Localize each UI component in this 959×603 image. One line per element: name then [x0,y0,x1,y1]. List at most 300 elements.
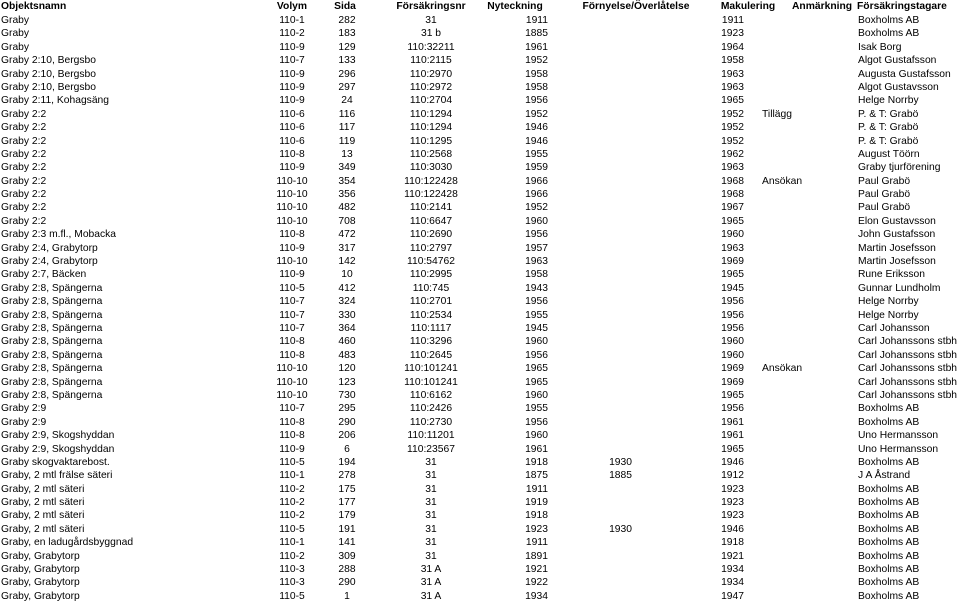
table-row [0,175,959,188]
cell-forsakringstagare: Carl Johanssons stbh [858,363,958,375]
cell-nyteckning: 1955 [525,309,548,321]
cell-nyteckning: 1943 [525,282,548,294]
cell-makulering: 1968 [721,189,744,201]
cell-makulering: 1968 [721,175,744,187]
table-row [0,362,959,375]
table-row [0,14,959,27]
table-row [0,27,959,40]
cell-forsakringstagare: Paul Grabö [858,202,911,214]
cell-forsakringstagare: Martin Josefsson [858,256,936,268]
table-row [0,188,959,201]
cell-volym: 110-8 [279,349,305,361]
cell-volym: 110-1 [279,470,305,482]
cell-volym: 110-10 [276,175,308,187]
cell-sida: 194 [338,456,356,468]
table-row [0,148,959,161]
cell-sida: 290 [338,416,356,428]
cell-forsakringstagare: John Gustafsson [858,229,936,241]
cell-nyteckning: 1946 [525,122,548,134]
cell-objektsnamn: Graby 2:3 m.fl., Mobacka [1,229,117,241]
cell-anmarkning: Ansökan [762,175,803,187]
cell-nyteckning: 1921 [525,564,548,576]
cell-forsakringsnr: 110:3296 [409,336,453,348]
cell-volym: 110-10 [276,389,308,401]
cell-forsakringsnr: 110:2645 [409,349,453,361]
cell-volym: 110-10 [276,202,308,214]
cell-makulering: 1934 [721,564,744,576]
table-row [0,68,959,81]
header-objektsnamn: Objektsnamn [1,1,67,12]
cell-forsakringstagare: Carl Johanssons stbh [858,389,958,401]
cell-volym: 110-10 [276,376,308,388]
cell-forsakringsnr: 31 [425,470,437,482]
cell-forsakringsnr: 110:2115 [410,55,452,67]
cell-volym: 110-9 [279,443,305,455]
cell-sida: 183 [338,28,356,40]
table-row [0,94,959,107]
cell-sida: 364 [338,322,356,334]
cell-sida: 296 [338,68,356,80]
table-row [0,443,959,456]
cell-forsakringsnr: 31 [425,550,437,562]
cell-forsakringsnr: 31 [425,497,437,509]
cell-objektsnamn: Graby 2:8, Spängerna [1,376,103,388]
cell-forsakringstagare: Elon Gustavsson [858,215,936,227]
cell-sida: 295 [338,403,356,415]
cell-forsakringstagare: Carl Johanssons stbh [858,376,958,388]
cell-volym: 110-2 [279,550,305,562]
cell-forsakringsnr: 110:2141 [409,202,453,214]
cell-volym: 110-1 [279,15,305,26]
cell-volym: 110-7 [279,322,305,334]
cell-volym: 110-8 [279,148,305,160]
table-row [0,228,959,241]
cell-forsakringsnr: 31 A [420,564,442,576]
cell-sida: 288 [338,564,356,576]
cell-objektsnamn: Graby 2:10, Bergsbo [1,68,97,80]
cell-objektsnamn: Graby 2:2 [1,189,47,201]
cell-makulering: 1964 [721,41,744,53]
table-row [0,376,959,389]
cell-volym: 110-6 [279,108,305,120]
cell-sida: 330 [338,309,356,321]
cell-makulering: 1969 [721,256,744,268]
cell-makulering: 1958 [721,55,744,67]
cell-nyteckning: 1957 [525,242,548,254]
table-row [0,255,959,268]
cell-volym: 110-9 [279,95,305,107]
cell-objektsnamn: Graby 2:8, Spängerna [1,349,103,361]
cell-volym: 110-6 [279,122,305,134]
cell-nyteckning: 1956 [525,95,548,107]
cell-forsakringstagare: Boxholms AB [858,577,920,589]
cell-forsakringsnr: 110:23567 [407,443,455,455]
cell-volym: 110-3 [279,564,305,576]
cell-volym: 110-5 [279,590,305,602]
table-row [0,389,959,402]
cell-volym: 110-9 [279,242,305,254]
table-row [0,335,959,348]
cell-objektsnamn: Graby 2:2 [1,215,47,227]
cell-nyteckning: 1956 [525,349,548,361]
cell-anmarkning: Ansökan [762,363,803,375]
cell-nyteckning: 1934 [525,590,548,602]
table-row [0,550,959,563]
cell-nyteckning: 1965 [525,376,548,388]
cell-volym: 110-5 [279,523,305,535]
cell-objektsnamn: Graby 2:8, Spängerna [1,296,103,308]
cell-nyteckning: 1966 [525,189,548,201]
table-row [0,469,959,482]
cell-sida: 119 [338,135,356,147]
cell-volym: 110-1 [279,537,305,549]
cell-nyteckning: 1891 [525,550,548,562]
cell-objektsnamn: Graby 2:8, Spängerna [1,309,103,321]
cell-nyteckning: 1946 [525,135,548,147]
table-row [0,135,959,148]
cell-nyteckning: 1923 [525,523,548,535]
cell-forsakringsnr: 110:32211 [407,41,455,53]
header-makulering: Makulering [720,1,776,12]
cell-nyteckning: 1885 [525,28,548,40]
cell-forsakringsnr: 110:101241 [404,363,458,375]
cell-sida: 730 [338,389,356,401]
cell-volym: 110-10 [276,215,308,227]
cell-makulering: 1960 [721,229,744,241]
cell-makulering: 1956 [721,296,744,308]
table-row [0,41,959,54]
cell-forsakringsnr: 31 b [420,28,442,40]
cell-nyteckning: 1911 [525,15,548,26]
cell-sida: 206 [338,430,356,442]
cell-makulering: 1912 [721,470,744,482]
cell-makulering: 1960 [721,349,744,361]
cell-forsakringsnr: 110:2797 [409,242,453,254]
cell-forsakringstagare: Carl Johanssons stbh [858,336,958,348]
cell-forsakringsnr: 31 [425,15,437,26]
cell-forsakringsnr: 110:54762 [407,256,455,268]
cell-objektsnamn: Graby 2:4, Grabytorp [1,256,98,268]
cell-forsakringsnr: 110:101241 [404,376,458,388]
table-row [0,268,959,281]
cell-sida: 349 [338,162,356,174]
cell-forsakringstagare: Boxholms AB [858,497,920,509]
cell-volym: 110-10 [276,363,308,375]
cell-objektsnamn: Graby, 2 mtl frälse säteri [1,470,113,482]
table-row [0,295,959,308]
cell-nyteckning: 1911 [525,537,548,549]
header-sida: Sida [334,1,356,12]
cell-nyteckning: 1955 [525,148,548,160]
cell-forsakringsnr: 110:1117 [410,322,452,334]
cell-makulering: 1963 [721,162,744,174]
cell-forsakringstagare: August Töörn [858,148,920,160]
cell-forsakringstagare: Boxholms AB [858,550,920,562]
cell-forsakringstagare: P. & T: Grabö [858,135,919,147]
cell-objektsnamn: Graby 2:4, Grabytorp [1,242,98,254]
cell-sida: 24 [341,95,353,107]
cell-volym: 110-9 [279,81,305,93]
cell-makulering: 1963 [721,68,744,80]
table-row [0,282,959,295]
cell-nyteckning: 1956 [525,416,548,428]
table-row [0,416,959,429]
table-row [0,402,959,415]
cell-forsakringstagare: Augusta Gustafsson [858,68,951,80]
cell-forsakringsnr: 31 [425,537,437,549]
cell-nyteckning: 1959 [525,162,548,174]
cell-makulering: 1956 [721,309,744,321]
cell-forsakringsnr: 110:6647 [409,215,453,227]
cell-forsakringsnr: 31 [425,456,437,468]
cell-volym: 110-8 [279,229,305,241]
cell-sida: 483 [338,349,356,361]
table-row [0,349,959,362]
cell-forsakringsnr: 110:2568 [409,148,453,160]
cell-makulering: 1923 [721,28,744,40]
cell-objektsnamn: Graby 2:2 [1,202,47,214]
cell-forsakringsnr: 110:1294 [409,122,453,134]
table-row [0,456,959,469]
cell-makulering: 1961 [721,430,744,442]
cell-makulering: 1946 [721,456,744,468]
cell-forsakringsnr: 110:122428 [404,175,458,187]
cell-forsakringstagare: Helge Norrby [858,309,919,321]
cell-objektsnamn: Graby, 2 mtl säteri [1,483,85,495]
cell-makulering: 1965 [721,389,744,401]
cell-nyteckning: 1958 [525,68,548,80]
cell-sida: 317 [338,242,356,254]
cell-objektsnamn: Graby 2:2 [1,162,47,174]
cell-sida: 175 [338,483,356,495]
table-row [0,215,959,228]
table-row [0,509,959,522]
cell-volym: 110-7 [279,309,305,321]
cell-nyteckning: 1961 [525,443,548,455]
cell-volym: 110-7 [279,296,305,308]
cell-forsakringsnr: 110:2970 [409,68,453,80]
cell-forsakringsnr: 110:2995 [409,269,453,281]
cell-makulering: 1945 [721,282,744,294]
cell-forsakringsnr: 31 [425,523,437,535]
cell-sida: 179 [338,510,356,522]
cell-volym: 110-9 [279,41,305,53]
cell-volym: 110-8 [279,336,305,348]
table-row [0,161,959,174]
cell-forsakringstagare: Carl Johanssons stbh [858,349,958,361]
cell-forsakringsnr: 110:2972 [409,81,453,93]
cell-objektsnamn: Graby 2:8, Spängerna [1,336,103,348]
cell-forsakringstagare: Boxholms AB [858,416,920,428]
cell-makulering: 1911 [721,15,744,26]
cell-nyteckning: 1958 [525,81,548,93]
cell-objektsnamn: Graby, Grabytorp [1,550,80,562]
cell-nyteckning: 1918 [525,456,548,468]
cell-forsakringsnr: 110:2426 [409,403,453,415]
table-row [0,201,959,214]
cell-nyteckning: 1922 [525,577,548,589]
cell-nyteckning: 1966 [525,175,548,187]
cell-forsakringsnr: 31 A [420,577,442,589]
cell-forsakringstagare: Boxholms AB [858,456,920,468]
cell-objektsnamn: Graby, Grabytorp [1,564,80,576]
cell-sida: 297 [338,81,356,93]
cell-fornyelse: 1885 [609,470,632,482]
header-forsakringsnr: Försäkringsnr [396,1,466,12]
cell-makulering: 1947 [721,590,744,602]
cell-nyteckning: 1960 [525,215,548,227]
table-row [0,54,959,67]
cell-sida: 412 [338,282,356,294]
table-row [0,81,959,94]
cell-volym: 110-9 [279,68,305,80]
table-row [0,429,959,442]
cell-sida: 309 [338,550,356,562]
cell-sida: 482 [338,202,356,214]
cell-sida: 133 [338,55,356,67]
cell-makulering: 1969 [721,363,744,375]
cell-objektsnamn: Graby 2:9 [1,416,47,428]
cell-sida: 708 [338,215,356,227]
cell-forsakringsnr: 110:1294 [409,108,453,120]
cell-objektsnamn: Graby, Grabytorp [1,577,80,589]
cell-sida: 472 [338,229,356,241]
cell-makulering: 1923 [721,510,744,522]
cell-makulering: 1962 [721,148,744,160]
table-row [0,309,959,322]
cell-makulering: 1952 [721,108,744,120]
cell-volym: 110-9 [279,269,305,281]
cell-forsakringstagare: Carl Johansson [858,322,930,334]
table-row [0,496,959,509]
cell-sida: 142 [338,256,356,268]
cell-objektsnamn: Graby 2:2 [1,175,47,187]
cell-objektsnamn: Graby 2:8, Spängerna [1,389,103,401]
cell-forsakringstagare: Boxholms AB [858,523,920,535]
table-row [0,121,959,134]
cell-nyteckning: 1956 [525,296,548,308]
cell-nyteckning: 1960 [525,430,548,442]
cell-makulering: 1934 [721,577,744,589]
table-row [0,590,959,603]
cell-forsakringstagare: Boxholms AB [858,28,920,40]
cell-makulering: 1952 [721,122,744,134]
cell-sida: 116 [338,108,356,120]
cell-forsakringsnr: 110:2534 [409,309,453,321]
cell-volym: 110-8 [279,430,305,442]
cell-nyteckning: 1960 [525,389,548,401]
cell-nyteckning: 1965 [525,363,548,375]
cell-forsakringstagare: Paul Grabö [858,189,911,201]
cell-objektsnamn: Graby [1,41,30,53]
cell-sida: 1 [344,590,350,602]
cell-makulering: 1965 [721,443,744,455]
cell-volym: 110-2 [279,28,305,40]
cell-forsakringstagare: Boxholms AB [858,590,920,602]
cell-forsakringsnr: 110:11201 [407,430,455,442]
cell-sida: 123 [338,376,356,388]
cell-forsakringstagare: Rune Eriksson [858,269,925,281]
cell-forsakringstagare: Paul Grabö [858,175,911,187]
cell-nyteckning: 1960 [525,336,548,348]
cell-volym: 110-3 [279,577,305,589]
cell-forsakringstagare: Algot Gustavsson [858,81,939,93]
table-row [0,242,959,255]
cell-fornyelse: 1930 [609,523,632,535]
cell-sida: 13 [341,148,353,160]
cell-objektsnamn: Graby 2:10, Bergsbo [1,81,97,93]
cell-objektsnamn: Graby skogvaktarebost. [1,456,110,468]
cell-makulering: 1963 [721,81,744,93]
cell-nyteckning: 1918 [525,510,548,522]
cell-volym: 110-10 [276,256,308,268]
cell-forsakringstagare: Boxholms AB [858,564,920,576]
cell-nyteckning: 1945 [525,322,548,334]
cell-makulering: 1921 [721,550,744,562]
cell-volym: 110-2 [279,510,305,522]
cell-makulering: 1965 [721,95,744,107]
cell-nyteckning: 1919 [525,497,548,509]
cell-volym: 110-2 [279,483,305,495]
cell-objektsnamn: Graby 2:2 [1,148,47,160]
table-row [0,523,959,536]
cell-sida: 191 [338,523,356,535]
table-header [0,0,959,14]
cell-nyteckning: 1956 [525,229,548,241]
table-body [0,14,959,603]
cell-nyteckning: 1958 [525,269,548,281]
cell-forsakringstagare: Isak Borg [858,41,902,53]
cell-forsakringsnr: 110:745 [412,282,450,294]
header-forsakringstagare: Försäkringstagare [857,1,947,12]
cell-makulering: 1946 [721,523,744,535]
cell-forsakringstagare: P. & T: Grabö [858,122,919,134]
cell-nyteckning: 1952 [525,108,548,120]
cell-makulering: 1918 [721,537,744,549]
cell-forsakringstagare: Boxholms AB [858,510,920,522]
cell-nyteckning: 1911 [525,483,548,495]
cell-forsakringsnr: 31 [425,483,437,495]
cell-forsakringsnr: 110:6162 [409,389,453,401]
cell-objektsnamn: Graby [1,15,30,26]
cell-volym: 110-5 [279,456,305,468]
cell-forsakringstagare: Boxholms AB [858,15,920,26]
cell-sida: 354 [338,175,356,187]
cell-forsakringstagare: Uno Hermansson [858,443,939,455]
cell-nyteckning: 1875 [525,470,548,482]
cell-objektsnamn: Graby 2:8, Spängerna [1,322,103,334]
cell-forsakringstagare: Helge Norrby [858,296,919,308]
cell-sida: 141 [338,537,356,549]
cell-objektsnamn: Graby 2:7, Bäcken [1,269,87,281]
cell-forsakringsnr: 31 A [420,590,442,602]
cell-sida: 282 [338,15,356,26]
cell-forsakringstagare: Helge Norrby [858,95,919,107]
cell-forsakringsnr: 110:2730 [409,416,453,428]
table-row [0,576,959,589]
cell-volym: 110-7 [279,55,305,67]
cell-volym: 110-2 [279,497,305,509]
cell-makulering: 1965 [721,269,744,281]
cell-sida: 10 [341,269,353,281]
cell-objektsnamn: Graby, Grabytorp [1,590,80,602]
cell-fornyelse: 1930 [609,456,632,468]
cell-forsakringsnr: 31 [425,510,437,522]
cell-forsakringsnr: 110:122428 [404,189,458,201]
cell-objektsnamn: Graby 2:2 [1,135,47,147]
cell-forsakringsnr: 110:2690 [409,229,453,241]
cell-objektsnamn: Graby 2:10, Bergsbo [1,55,97,67]
